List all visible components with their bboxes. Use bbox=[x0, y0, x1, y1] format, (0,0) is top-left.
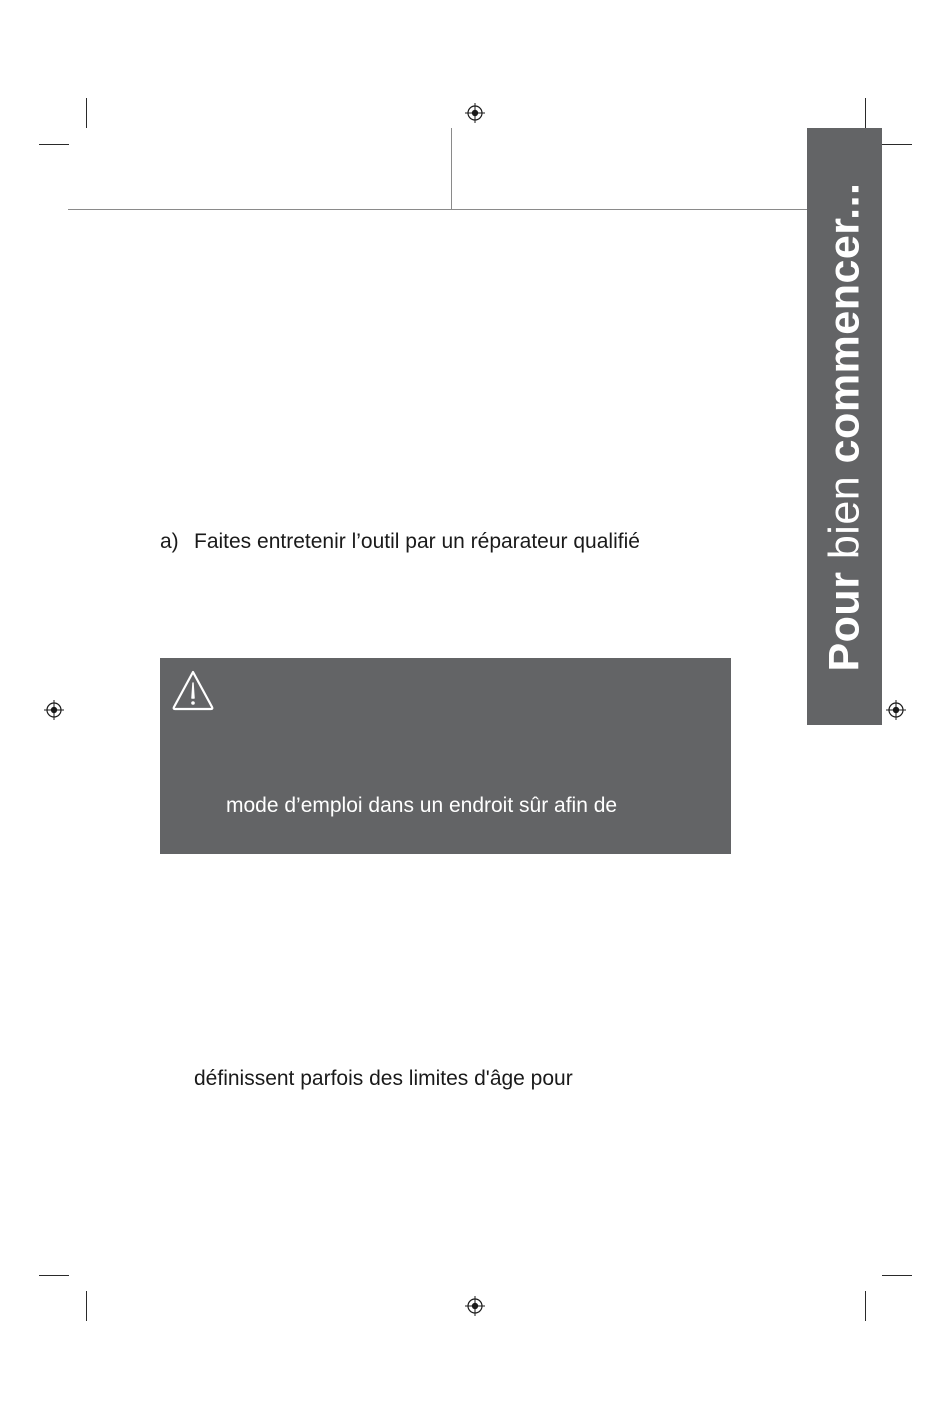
header-rule-vertical bbox=[451, 128, 452, 210]
warning-box bbox=[160, 658, 731, 854]
list-item-a bbox=[160, 531, 640, 552]
registration-mark-icon bbox=[465, 103, 485, 123]
crop-mark-top-left-horizontal bbox=[39, 144, 69, 145]
registration-mark-icon bbox=[44, 700, 64, 720]
crop-mark-bottom-right-horizontal bbox=[882, 1275, 912, 1276]
side-section-tab bbox=[807, 128, 882, 725]
side-section-title bbox=[820, 181, 868, 672]
crop-mark-bottom-left-horizontal bbox=[39, 1275, 69, 1276]
crop-mark-top-right-vertical bbox=[865, 98, 866, 128]
crop-mark-bottom-left-vertical bbox=[86, 1291, 87, 1321]
warning-text: mode d’emploi dans un endroit sûr afin de bbox=[226, 794, 618, 817]
list-item-marker: a) bbox=[160, 530, 179, 553]
registration-mark-icon bbox=[886, 700, 906, 720]
warning-triangle-icon bbox=[170, 668, 216, 712]
side-title-word-bien: bien bbox=[820, 462, 868, 572]
side-title-word-pour: Pour bbox=[820, 571, 868, 672]
crop-mark-top-left-vertical bbox=[86, 98, 87, 128]
registration-mark-icon bbox=[465, 1296, 485, 1316]
crop-mark-bottom-right-vertical bbox=[865, 1291, 866, 1321]
list-item-text: Faites entretenir l’outil par un réparateur qualifié bbox=[194, 530, 640, 553]
header-rule-horizontal bbox=[68, 209, 808, 210]
side-title-word-commencer: commencer... bbox=[820, 181, 868, 463]
crop-mark-top-right-horizontal bbox=[882, 144, 912, 145]
body-text-line: définissent parfois des limites d'âge pour bbox=[194, 1067, 573, 1090]
